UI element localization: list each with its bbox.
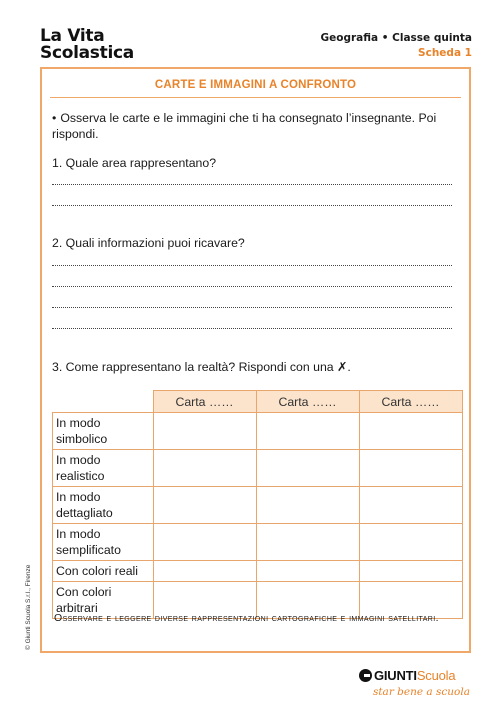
question-2: 2. Quali informazioni puoi ricavare? — [52, 236, 245, 250]
check-cell[interactable] — [359, 413, 462, 450]
check-cell[interactable] — [359, 487, 462, 524]
table-row — [53, 561, 463, 582]
row-label: In modo semplificato — [53, 524, 154, 561]
instructions — [52, 110, 464, 142]
check-cell[interactable] — [256, 561, 359, 582]
subject-block — [321, 31, 472, 61]
copyright-notice: © Giunti Scuola S.r.l., Firenze — [25, 564, 32, 650]
row-label: Con colori reali — [53, 561, 154, 582]
check-cell[interactable] — [256, 487, 359, 524]
table-row — [53, 413, 463, 450]
check-cell[interactable] — [256, 450, 359, 487]
publication-logo — [40, 28, 134, 62]
check-cell[interactable] — [256, 524, 359, 561]
column-header: Carta …… — [153, 391, 256, 413]
check-cell[interactable] — [359, 561, 462, 582]
row-label: In modo realistico — [53, 450, 154, 487]
check-cell[interactable] — [153, 450, 256, 487]
row-label: Con colori arbitrari — [53, 582, 154, 619]
check-cell[interactable] — [153, 524, 256, 561]
publisher-logo — [359, 667, 470, 698]
bullet: • — [52, 111, 57, 125]
answer-line[interactable] — [52, 264, 452, 266]
answer-line[interactable] — [52, 306, 452, 308]
check-cell[interactable] — [256, 413, 359, 450]
table-row — [53, 450, 463, 487]
row-label: In modo dettagliato — [53, 487, 154, 524]
brand-name — [374, 668, 455, 683]
learning-objective: Osservare e leggere diverse rappresentazioni cartografiche e immagini satellitari. — [54, 612, 439, 624]
table-row — [53, 524, 463, 561]
check-cell[interactable] — [153, 487, 256, 524]
answer-line[interactable] — [52, 204, 452, 206]
check-cell[interactable] — [153, 413, 256, 450]
giunti-logo-icon — [359, 669, 372, 682]
question-3: 3. Come rappresentano la realtà? Rispondi con una ✗. — [52, 360, 351, 374]
check-cell[interactable] — [153, 561, 256, 582]
table-row — [53, 487, 463, 524]
answer-line[interactable] — [52, 183, 452, 185]
column-header: Carta …… — [359, 391, 462, 413]
check-cell[interactable] — [359, 524, 462, 561]
corner-cell — [53, 391, 154, 413]
comparison-table — [52, 390, 463, 619]
brand-giunti: GIUNTI — [373, 668, 417, 683]
answer-line[interactable] — [52, 285, 452, 287]
title-divider — [50, 97, 461, 98]
brand-tagline: star bene a scuola — [372, 686, 470, 698]
worksheet-title: CARTE E IMMAGINI A CONFRONTO — [154, 79, 357, 91]
sheet-number: Scheda 1 — [418, 47, 472, 59]
brand-scuola: Scuola — [416, 668, 456, 683]
row-label: In modo simbolico — [53, 413, 154, 450]
logo-line2: Scolastica — [40, 43, 134, 63]
answer-line[interactable] — [52, 327, 452, 329]
column-header: Carta …… — [256, 391, 359, 413]
table-header-row — [53, 391, 463, 413]
instructions-text: Osserva le carte e le immagini che ti ha consegnato l’insegnante. Poi rispondi. — [52, 111, 437, 141]
subject-label: Geografia • Classe quinta — [320, 32, 472, 44]
check-cell[interactable] — [359, 450, 462, 487]
logo-line1: La Vita — [40, 26, 105, 46]
question-1: 1. Quale area rappresentano? — [52, 156, 217, 170]
